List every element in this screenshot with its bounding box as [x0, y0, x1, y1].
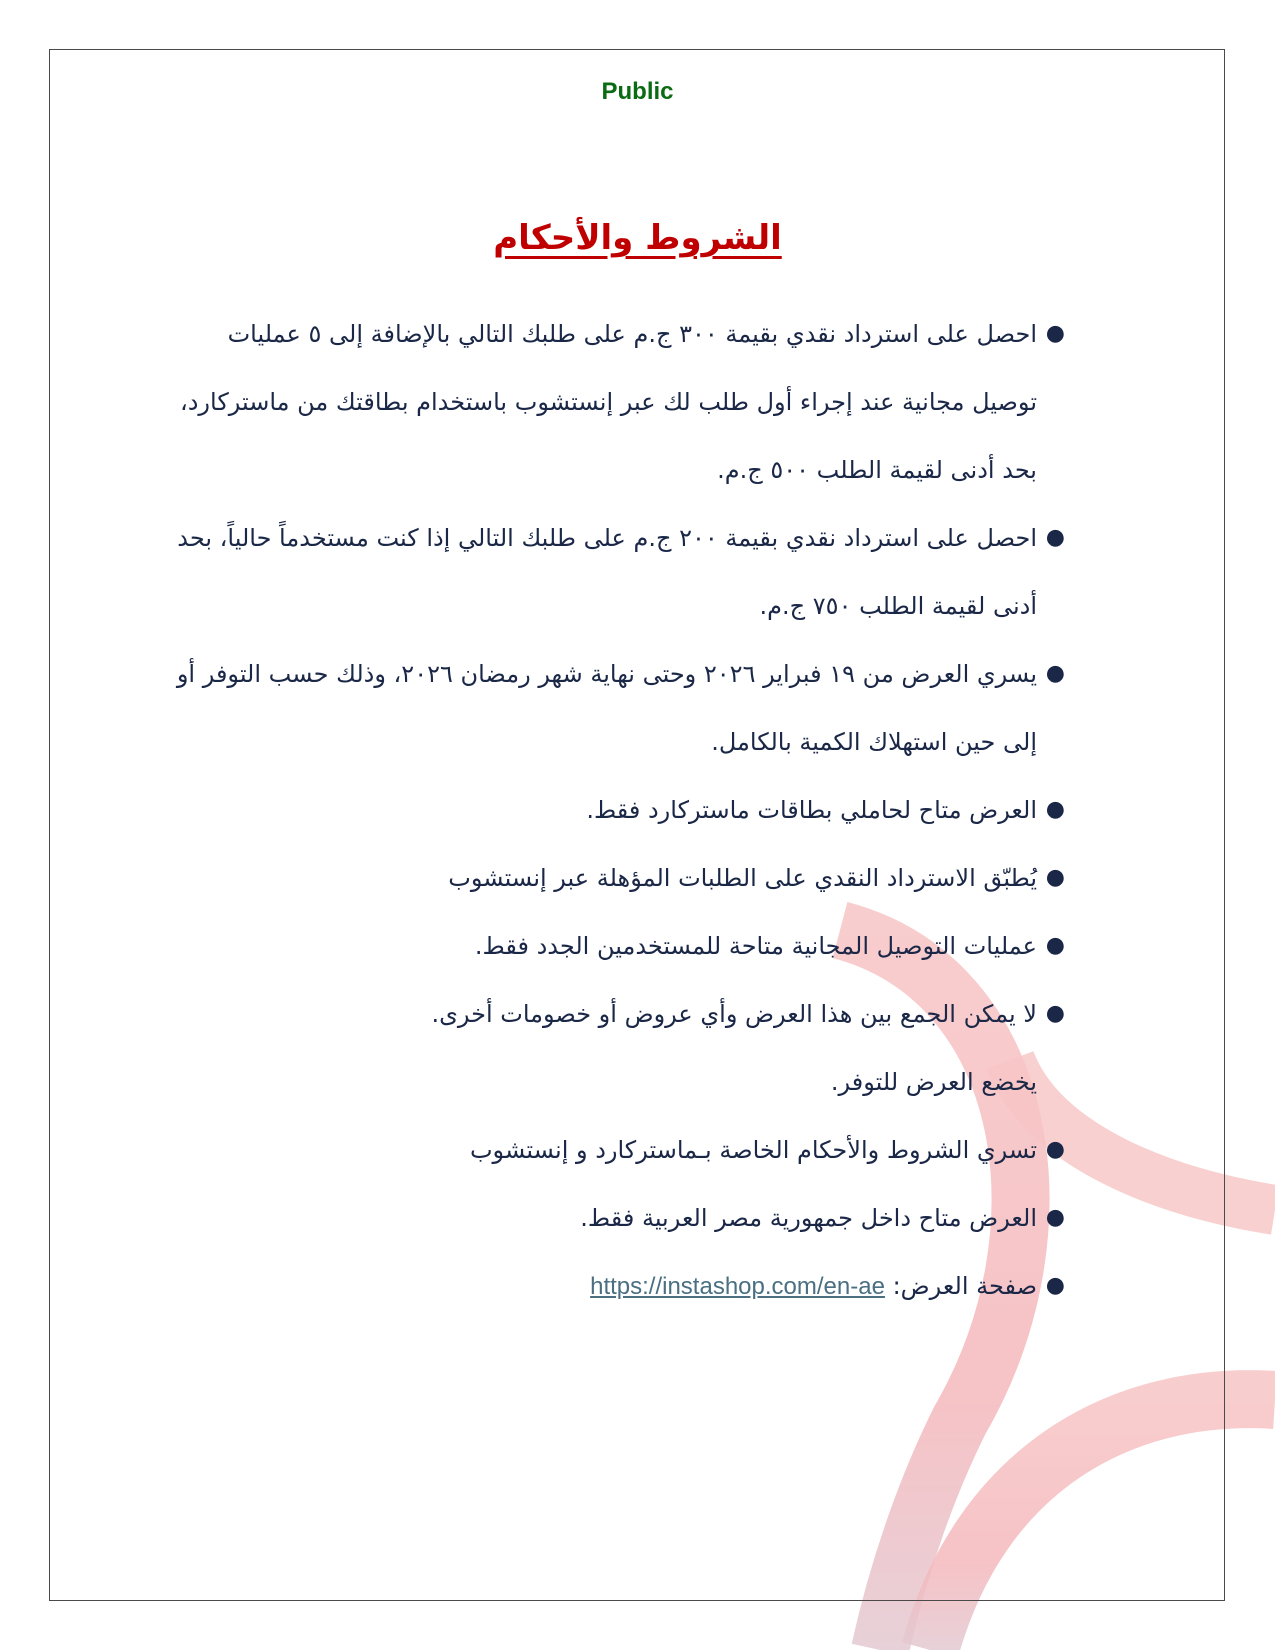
list-item — [162, 980, 1065, 1048]
bullet-icon: ● — [1045, 865, 1065, 890]
page-title: الشروط والأحكام — [493, 218, 782, 258]
list-item — [162, 1184, 1065, 1252]
bullet-icon: ● — [1045, 1137, 1065, 1162]
term-text: لا يمكن الجمع بين هذا العرض وأي عروض أو خصومات أخرى. — [431, 1000, 1037, 1028]
term-text: عمليات التوصيل المجانية متاحة للمستخدمين الجدد فقط. — [474, 932, 1037, 960]
availability-note: يخضع العرض للتوفر. — [830, 1068, 1037, 1096]
list-item — [162, 844, 1065, 912]
bullet-icon: ● — [1045, 1205, 1065, 1230]
list-item — [162, 504, 1065, 640]
bullet-icon: ● — [1045, 661, 1065, 686]
bullet-icon: ● — [1045, 1001, 1065, 1026]
classification-label: Public — [601, 78, 674, 105]
list-item — [162, 300, 1065, 504]
term-text: احصل على استرداد نقدي بقيمة ٣٠٠ ج.م على طلبك التالي بالإضافة إلى ٥ عمليات توصيل مجانية عند إجراء أول طلب لك عبر إنستشوب باستخدام بطاقتك من ماستركارد، بحد أدنى لقيمة الطلب ٥٠٠ ج.م. — [179, 320, 1037, 484]
list-item — [162, 776, 1065, 844]
bullet-icon: ● — [1045, 797, 1065, 822]
offer-page-item — [162, 1252, 1065, 1321]
bullet-icon: ● — [1045, 321, 1065, 346]
terms-list — [162, 300, 1065, 1321]
offer-page-label: صفحة العرض: — [892, 1272, 1037, 1300]
list-item — [162, 1116, 1065, 1184]
bullet-icon: ● — [1045, 1273, 1065, 1298]
offer-page-link[interactable]: https://instashop.com/en-ae — [590, 1273, 885, 1300]
term-text: احصل على استرداد نقدي بقيمة ٢٠٠ ج.م على طلبك التالي إذا كنت مستخدماً حالياً، بحد أدنى لقيمة الطلب ٧٥٠ ج.م. — [177, 524, 1037, 620]
bullet-icon: ● — [1045, 525, 1065, 550]
list-item — [162, 912, 1065, 980]
term-text: العرض متاح لحاملي بطاقات ماستركارد فقط. — [586, 796, 1037, 824]
term-text: يُطبّق الاسترداد النقدي على الطلبات المؤهلة عبر إنستشوب — [448, 864, 1037, 892]
term-text: تسري الشروط والأحكام الخاصة بـماستركارد و إنستشوب — [469, 1136, 1037, 1164]
term-text: العرض متاح داخل جمهورية مصر العربية فقط. — [580, 1204, 1037, 1232]
term-text: يسري العرض من ١٩ فبراير ٢٠٢٦ وحتى نهاية شهر رمضان ٢٠٢٦، وذلك حسب التوفر أو إلى حين استهلاك الكمية بالكامل. — [176, 660, 1037, 756]
list-item — [162, 640, 1065, 776]
bullet-icon: ● — [1045, 933, 1065, 958]
